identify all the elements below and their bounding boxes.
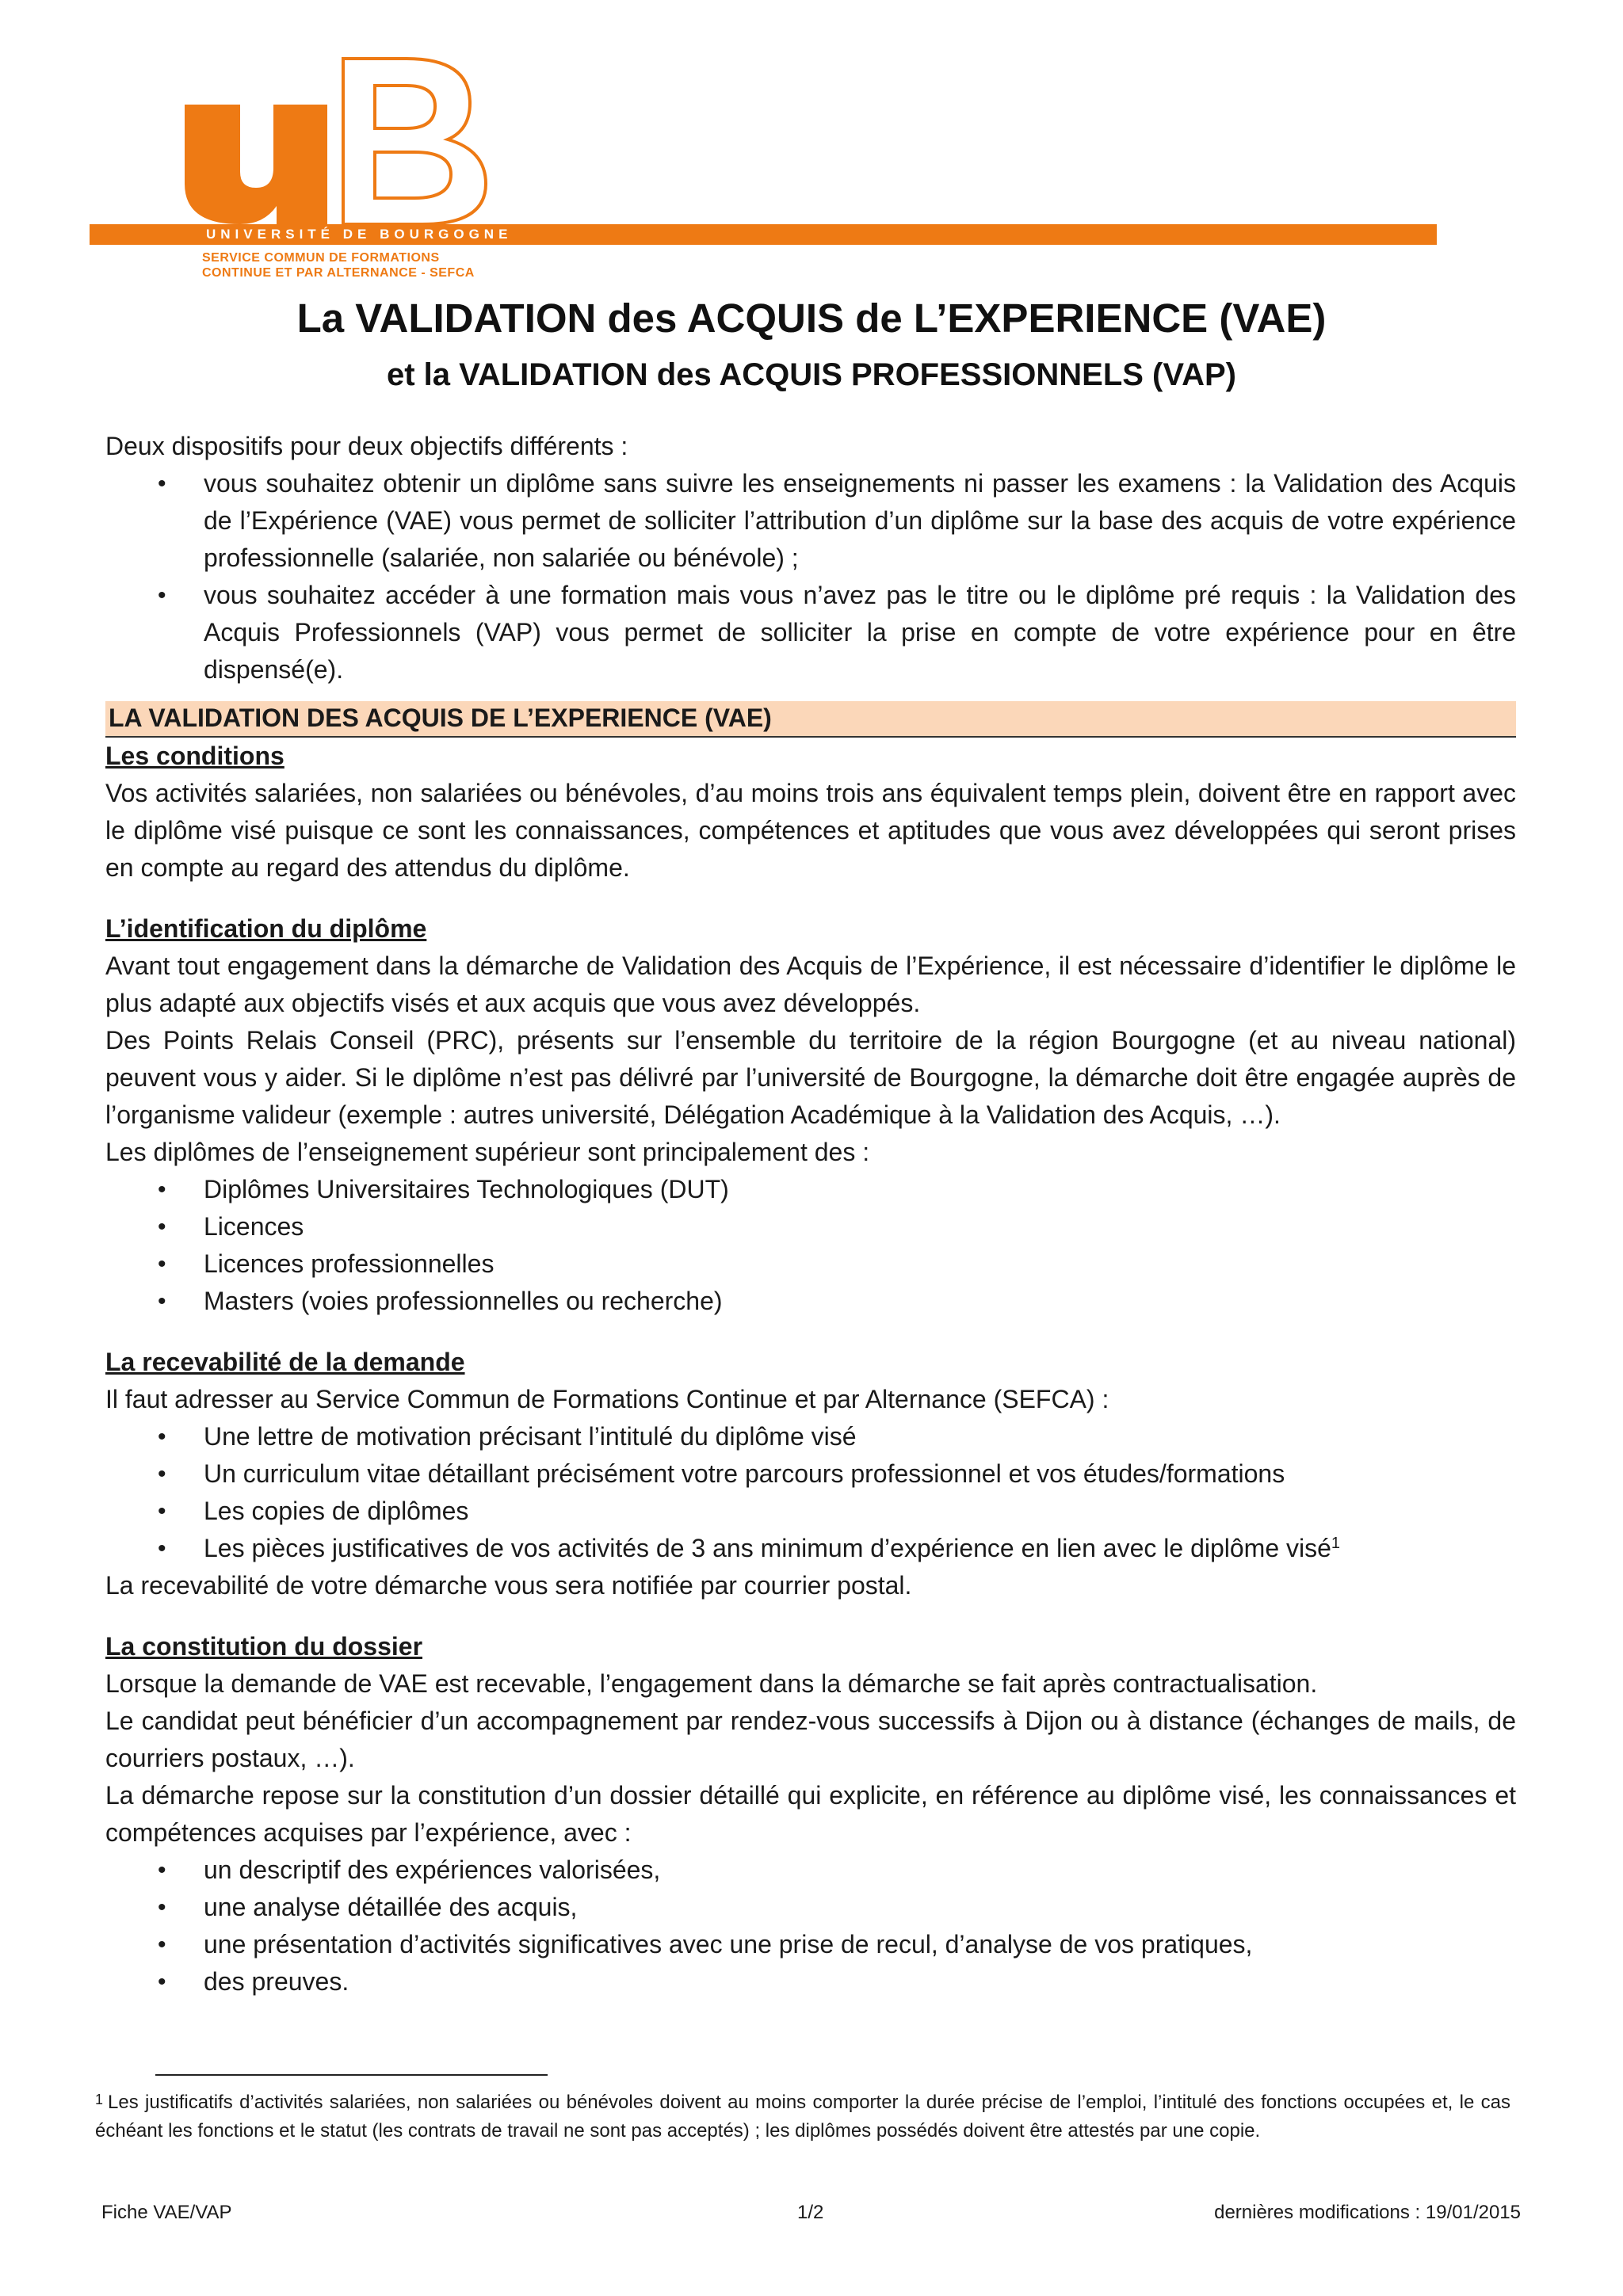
list-item: • Les pièces justificatives de vos activités de 3 ans minimum d’expérience en lien avec le diplôme visé$^1$	[105, 1530, 1516, 1567]
list-item: • Les copies de diplômes	[105, 1493, 1516, 1530]
footer-last-modified: dernières modifications : 19/01/2015	[1214, 2202, 1521, 2223]
list-item: • un descriptif des expériences valorisées,	[105, 1852, 1516, 1889]
university-logo	[90, 57, 1437, 295]
list-item: • Une lettre de motivation précisant l’intitulé du diplôme visé	[105, 1418, 1516, 1455]
list-item: • vous souhaitez accéder à une formation mais vous n’avez pas le titre ou le diplôme pré requis : la Validation des Acquis Professionnels (VAP) vous permet de solliciter la prise en compte de votre expérience pour en être dispensé(e).	[105, 577, 1516, 688]
section-heading-vae: LA VALIDATION DES ACQUIS DE L’EXPERIENCE (VAE)	[105, 701, 1516, 738]
identification-p3: Les diplômes de l’enseignement supérieur sont principalement des :	[105, 1138, 870, 1166]
ub-logo-icon	[90, 57, 502, 227]
list-item: • Licences	[105, 1208, 1516, 1245]
footnote	[95, 2088, 1510, 2145]
conditions-text: Vos activités salariées, non salariées ou bénévoles, d’au moins trois ans équivalent temps plein, doivent être en rapport avec le diplôme visé puisque ce sont les connaissances, compétences et aptitudes que vous avez développées qui seront prises en compte au regard des attendus du diplôme.	[105, 779, 1516, 882]
heading-recevabilite: La recevabilité de la demande	[105, 1348, 465, 1376]
footnote-mark: 1	[95, 2092, 104, 2107]
list-item: • une analyse détaillée des acquis,	[105, 1889, 1516, 1926]
list-item: • Masters (voies professionnelles ou recherche)	[105, 1283, 1516, 1320]
dossier-p2: Le candidat peut bénéficier d’un accompagnement par rendez-vous successifs à Dijon ou à distance (échanges de mails, de courriers postaux, …).	[105, 1707, 1516, 1772]
bullet-icon: •	[158, 1214, 166, 1240]
bullet-icon: •	[158, 1894, 166, 1920]
list-item: • vous souhaitez obtenir un diplôme sans suivre les enseignements ni passer les examens : la Validation des Acquis de l’Expérience (VAE) vous permet de solliciter l’attribution d’un diplôme sur la base des acquis de votre expérience professionnelle (salariée, non salariée ou bénévole) ;	[105, 465, 1516, 577]
main-content	[105, 428, 1516, 2000]
bullet-icon: •	[158, 1969, 166, 1995]
heading-conditions: Les conditions	[105, 742, 285, 770]
bullet-icon: •	[158, 1535, 166, 1562]
footnote-text: Les justificatifs d’activités salariées, non salariées ou bénévoles doivent au moins comporter la durée précise de l’emploi, l’intitulé des fonctions occupées et, le cas échéant les fonctions et le statut (les contrats de travail ne sont pas acceptés) ; les diplômes possédés doivent être attestés par une copie.	[95, 2092, 1510, 2142]
dossier-p3: La démarche repose sur la constitution d’un dossier détaillé qui explicite, en référence au diplôme visé, les connaissances et compétences acquises par l’expérience, avec :	[105, 1781, 1516, 1847]
bullet-icon: •	[158, 471, 166, 497]
list-item: • une présentation d’activités significatives avec une prise de recul, d’analyse de vos pratiques,	[105, 1926, 1516, 1963]
intro-bullet-list	[105, 465, 1516, 688]
bullet-icon: •	[158, 1498, 166, 1524]
diploma-list	[105, 1171, 1516, 1320]
university-name: UNIVERSITÉ DE BOURGOGNE	[206, 227, 513, 242]
bullet-icon: •	[158, 582, 166, 608]
list-item: • Un curriculum vitae détaillant précisément votre parcours professionnel et vos études/formations	[105, 1455, 1516, 1493]
footer-doc-name: Fiche VAE/VAP	[101, 2202, 232, 2223]
footnote-reference[interactable]: 1	[1331, 1535, 1341, 1552]
bullet-icon: •	[158, 1288, 166, 1314]
identification-p2: Des Points Relais Conseil (PRC), présents sur l’ensemble du territoire de la région Bourgogne (et au niveau national) peuvent vous y aider. Si le diplôme n’est pas délivré par l’université de Bourgogne, la démarche doit être engagée auprès de l’organisme valideur (exemple : autres université, Délégation Académique à la Validation des Acquis, …).	[105, 1026, 1516, 1129]
heading-dossier: La constitution du dossier	[105, 1632, 423, 1661]
footer-page-number: 1/2	[797, 2202, 824, 2223]
document-subtitle: et la VALIDATION des ACQUIS PROFESSIONNELS (VAP)	[387, 357, 1236, 392]
recevabilite-lead: Il faut adresser au Service Commun de Formations Continue et par Alternance (SEFCA) :	[105, 1385, 1109, 1413]
bullet-icon: •	[158, 1424, 166, 1450]
heading-identification: L’identification du diplôme	[105, 914, 427, 943]
list-item: • Licences professionnelles	[105, 1245, 1516, 1283]
dossier-p1: Lorsque la demande de VAE est recevable, l’engagement dans la démarche se fait après contractualisation.	[105, 1669, 1318, 1698]
bullet-icon: •	[158, 1251, 166, 1277]
footnote-separator	[155, 2074, 548, 2076]
bullet-icon: •	[158, 1177, 166, 1203]
bullet-icon: •	[158, 1932, 166, 1958]
recevabilite-closing: La recevabilité de votre démarche vous sera notifiée par courrier postal.	[105, 1571, 912, 1600]
service-line-2: CONTINUE ET PAR ALTERNANCE - SEFCA	[202, 266, 475, 280]
list-item: • Diplômes Universitaires Technologiques (DUT)	[105, 1171, 1516, 1208]
document-title: La VALIDATION des ACQUIS de L’EXPERIENCE (VAE)	[296, 296, 1327, 341]
bullet-icon: •	[158, 1461, 166, 1487]
bullet-icon: •	[158, 1857, 166, 1883]
service-line-1: SERVICE COMMUN DE FORMATIONS	[202, 251, 440, 265]
intro-lead: Deux dispositifs pour deux objectifs différents :	[105, 432, 628, 460]
identification-p1: Avant tout engagement dans la démarche de Validation des Acquis de l’Expérience, il est nécessaire d’identifier le diplôme le plus adapté aux objectifs visés et aux acquis que vous avez développés.	[105, 952, 1516, 1017]
recevabilite-list	[105, 1418, 1516, 1567]
dossier-list	[105, 1852, 1516, 2000]
list-item: • des preuves.	[105, 1963, 1516, 2000]
